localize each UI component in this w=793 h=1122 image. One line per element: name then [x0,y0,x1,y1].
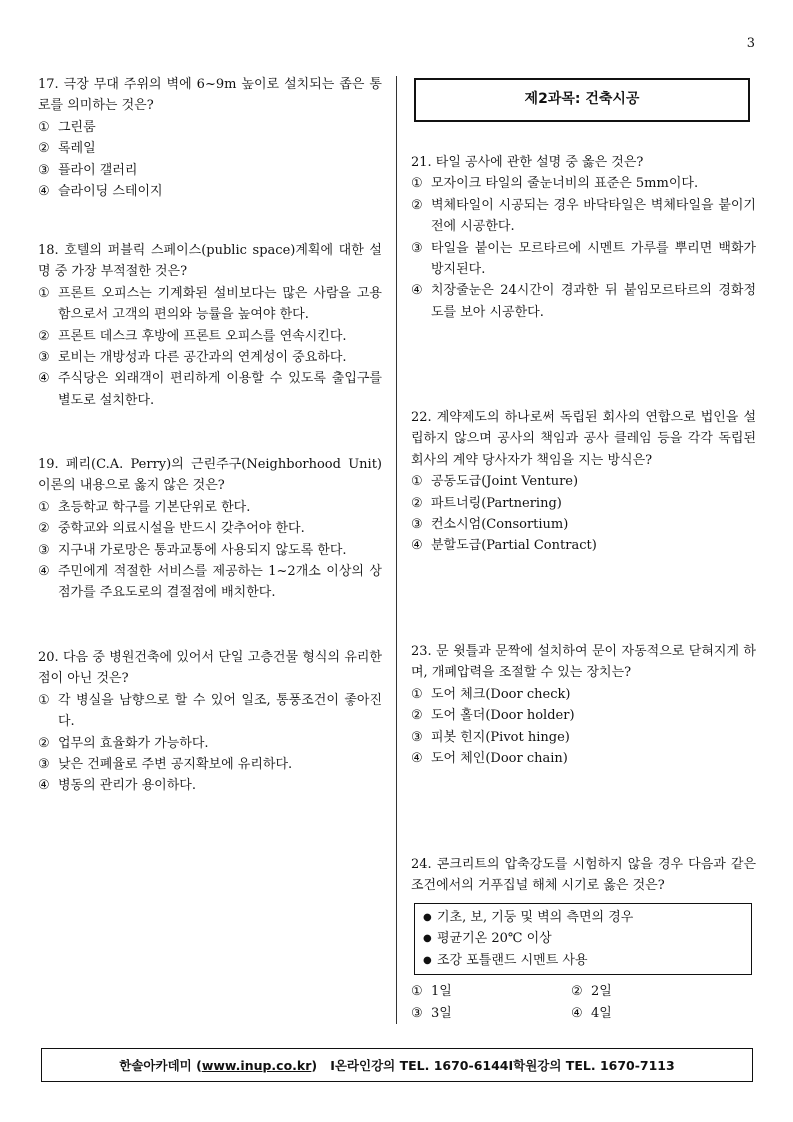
option-4[interactable]: ④ 병동의 관리가 용이하다. [38,778,196,794]
option-3[interactable]: ③ 3일 [411,1005,452,1021]
footer-separator: I [508,1057,514,1073]
question-text: 18. 호텔의 퍼블릭 스페이스(public space)계획에 대한 설명 중 가장 부적절한 것은? [38,243,382,280]
option-4[interactable]: ④ 4일 [571,1005,612,1021]
option-1[interactable]: ① 도어 체크(Door check) [411,686,571,702]
question-20 [38,647,382,797]
question-text: 23. 문 윗틀과 문짝에 설치하여 문이 자동적으로 닫혀지게 하며, 개폐압력을 조절할 수 있는 장치는? [411,644,756,681]
option-1[interactable]: ① 각 병실을 남향으로 할 수 있어 일조, 통풍조건이 좋아진다. [38,692,382,730]
option-1[interactable]: ① 초등학교 학구를 기본단위로 한다. [38,499,251,515]
condition-item: ● 기초, 보, 기둥 및 벽의 측면의 경우 [423,907,743,929]
option-2[interactable]: ② 파트너링(Partnering) [411,495,562,511]
subject-title: 제2과목: 건축시공 [414,78,750,122]
option-2[interactable]: ② 도어 홀더(Door holder) [411,708,575,724]
academy-lecture-tel: 학원강의 TEL. 1670-7113 [513,1058,675,1073]
question-23 [411,641,756,769]
option-1[interactable]: ① 1일 [411,984,452,1000]
option-4[interactable]: ④ 도어 체인(Door chain) [411,751,568,767]
question-text: 17. 극장 무대 주위의 벽에 6~9m 높이로 설치되는 좁은 통로를 의미하는 것은? [38,77,382,114]
option-4[interactable]: ④ 주민에게 적절한 서비스를 제공하는 1~2개소 이상의 상점가를 주요도로의 결절점에 배치한다. [38,564,382,601]
question-text: 20. 다음 중 병원건축에 있어서 단일 고층건물 형식의 유리한 점이 아닌 것은? [38,650,382,687]
option-2[interactable]: ② 벽체타일이 시공되는 경우 바닥타일은 벽체타일을 붙이기 전에 시공한다. [411,197,756,235]
option-1[interactable]: ① 공동도급(Joint Venture) [411,474,579,490]
option-3[interactable]: ③ 피봇 힌지(Pivot hinge) [411,729,570,745]
question-21 [411,152,756,323]
option-3[interactable]: ③ 로비는 개방성과 다른 공간과의 연계성이 중요하다. [38,350,347,366]
option-1[interactable]: ① 그린룸 [38,119,96,135]
option-1[interactable]: ① 모자이크 타일의 줄눈너비의 표준은 5mm이다. [411,176,699,192]
column-divider [396,76,397,1024]
question-19 [38,454,382,604]
online-lecture-tel: 온라인강의 TEL. 1670-6144 [334,1058,509,1073]
question-24 [411,854,756,1024]
question-22 [411,407,756,557]
bullet-icon: ● [423,911,432,923]
question-text: 21. 타일 공사에 관한 설명 중 옳은 것은? [411,155,644,170]
option-3[interactable]: ③ 플라이 갤러리 [38,162,138,178]
option-2[interactable]: ② 프론트 데스크 후방에 프론트 오피스를 연속시킨다. [38,328,347,344]
option-3[interactable]: ③ 지구내 가로망은 통과교통에 사용되지 않도록 한다. [38,542,347,558]
question-text: 19. 페리(C.A. Perry)의 근린주구(Neighborhood Unit) 이론의 내용으로 옳지 않은 것은? [38,457,382,494]
bullet-icon: ● [423,954,432,966]
question-text: 24. 콘크리트의 압축강도를 시험하지 않을 경우 다음과 같은 조건에서의 거푸집널 해체 시기로 옳은 것은? [411,857,756,894]
academy-name: 한솔아카데미 [119,1058,192,1073]
condition-box [414,903,752,976]
option-4[interactable]: ④ 슬라이딩 스테이지 [38,184,163,200]
academy-url-link[interactable]: www.inup.co.kr [201,1057,312,1073]
option-2[interactable]: ② 중학교와 의료시설을 반드시 갖추어야 한다. [38,521,305,537]
page-number: 3 [746,36,755,51]
option-3[interactable]: ③ 낮은 건폐율로 주변 공지확보에 유리하다. [38,757,293,773]
option-3[interactable]: ③ 타일을 붙이는 모르타르에 시멘트 가루를 뿌리면 백화가 방지된다. [411,240,756,278]
option-2[interactable]: ② 록레일 [38,141,96,157]
question-text: 22. 계약제도의 하나로써 독립된 회사의 연합으로 법인을 설립하지 않으며 공사의 책임과 공사 클레임 등을 각각 독립된 회사의 계약 당사자가 책임을 지는 방식은? [411,410,756,468]
condition-item: ● 조강 포틀랜드 시멘트 사용 [423,950,743,972]
option-4[interactable]: ④ 분할도급(Partial Contract) [411,538,597,554]
footer-separator: I [330,1057,335,1073]
option-2[interactable]: ② 2일 [571,984,612,1000]
question-18 [38,240,382,411]
option-1[interactable]: ① 프론트 오피스는 기계화된 설비보다는 많은 사람을 고용함으로서 고객의 편의와 능률을 높여야 한다. [38,285,382,323]
option-4[interactable]: ④ 치장줄눈은 24시간이 경과한 뒤 붙임모르타르의 경화정도를 보아 시공한다. [411,283,756,320]
bullet-icon: ● [423,933,432,945]
footer-banner: 한솔아카데미 ( www.inup.co.kr ) I 온라인강의 TEL. 1670-6144 I 학원강의 TEL. 1670-7113 [41,1048,753,1082]
option-3[interactable]: ③ 컨소시엄(Consortium) [411,517,569,533]
option-2[interactable]: ② 업무의 효율화가 가능하다. [38,735,209,751]
answer-options [411,981,756,1024]
condition-item: ● 평균기온 20℃ 이상 [423,928,743,950]
question-17 [38,74,382,202]
option-4[interactable]: ④ 주식당은 외래객이 편리하게 이용할 수 있도록 출입구를 별도로 설치한다. [38,371,382,408]
